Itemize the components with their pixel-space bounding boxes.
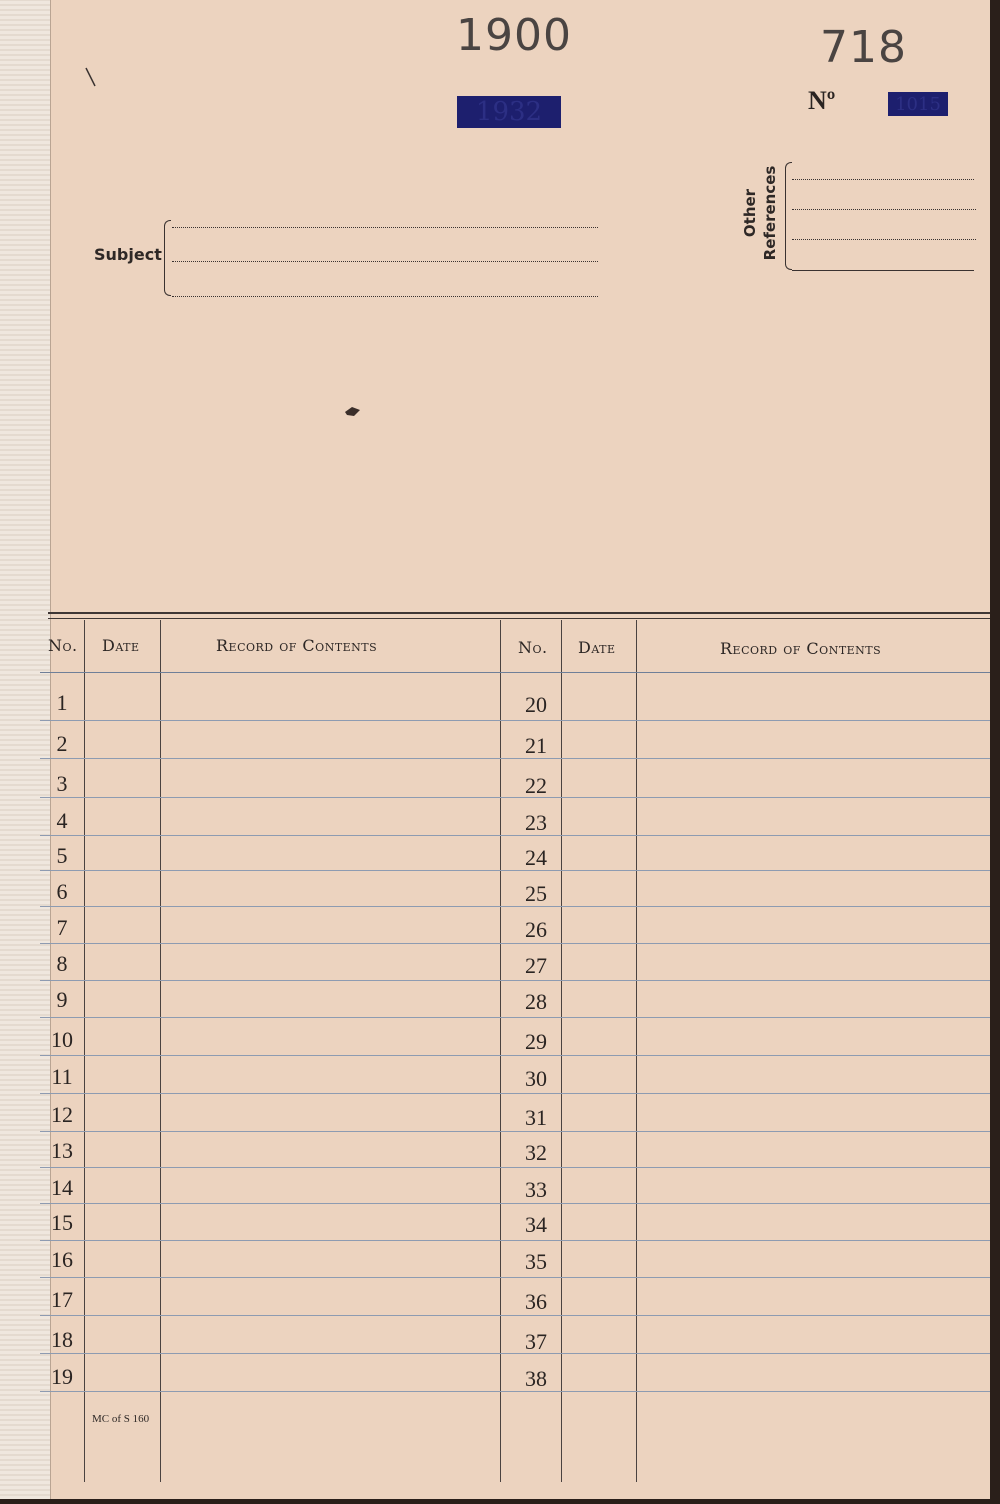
col-header-contents-left: Record of Contents: [216, 636, 378, 655]
row-number: 38: [525, 1366, 547, 1391]
other-references-line-4[interactable]: [792, 270, 974, 271]
row-number: 26: [525, 917, 547, 942]
other-references-line-2[interactable]: [792, 209, 976, 210]
row-number: 30: [525, 1066, 547, 1091]
row-number: 8: [56, 951, 68, 976]
row-number: 12: [51, 1102, 73, 1127]
row-number: 23: [525, 810, 547, 835]
row-number: 37: [525, 1329, 547, 1354]
row-rule: [40, 1203, 990, 1204]
redacted-number: [888, 92, 948, 116]
row-rule: [40, 720, 990, 721]
subject-brace: [164, 220, 171, 296]
row-number: 18: [51, 1327, 73, 1352]
row-number: 24: [525, 845, 547, 870]
row-number: 3: [56, 771, 68, 796]
row-number: 31: [525, 1105, 547, 1130]
col-header-date-left: Date: [102, 636, 140, 655]
redacted-year: [457, 96, 561, 128]
row-number: 36: [525, 1289, 547, 1314]
other-references-line-3[interactable]: [792, 239, 976, 240]
row-number: 10: [51, 1027, 73, 1052]
stamp-year: 1900: [456, 10, 572, 61]
stamp-number: 718: [820, 22, 907, 73]
subject-line-3[interactable]: [172, 296, 598, 297]
stray-mark-top: [84, 66, 98, 90]
row-number: 7: [56, 915, 68, 940]
row-number: 22: [525, 773, 547, 798]
row-rule: [40, 943, 990, 944]
col-header-date-right: Date: [578, 638, 616, 657]
row-rule: [40, 1315, 990, 1316]
row-number: 21: [525, 733, 547, 758]
row-number: 9: [56, 987, 68, 1012]
row-rule: [40, 672, 990, 673]
row-number: 1: [56, 690, 68, 715]
other-references-line-1[interactable]: [792, 179, 974, 180]
row-rule: [40, 835, 990, 836]
row-number: 32: [525, 1140, 547, 1165]
row-rule: [40, 758, 990, 759]
other-references-label: Other References: [741, 165, 779, 261]
row-rule: [40, 1353, 990, 1354]
row-number: 4: [56, 808, 68, 833]
other-references-label-box: [740, 165, 784, 265]
row-number: 15: [51, 1210, 73, 1235]
page-edge-right: [990, 0, 1000, 1504]
row-number: 29: [525, 1029, 547, 1054]
number-label: Nº: [808, 86, 836, 115]
row-number: 2: [56, 731, 68, 756]
other-references-brace: [785, 162, 792, 270]
row-rule: [40, 1167, 990, 1168]
row-number: 13: [51, 1138, 73, 1163]
row-rule: [40, 1093, 990, 1094]
row-rule: [40, 1017, 990, 1018]
row-rule: [40, 1131, 990, 1132]
row-number: 6: [56, 879, 68, 904]
row-number: 33: [525, 1177, 547, 1202]
subject-line-2[interactable]: [172, 261, 598, 262]
row-rule: [40, 906, 990, 907]
row-number: 11: [51, 1064, 73, 1089]
row-number: 16: [51, 1247, 73, 1272]
form-code: MC of S 160: [92, 1413, 150, 1425]
row-number: 27: [525, 953, 547, 978]
row-number: 28: [525, 989, 547, 1014]
row-rule: [40, 1391, 990, 1392]
redacted-number-text: 1015: [895, 93, 941, 115]
row-number: 5: [56, 843, 68, 868]
redacted-year-text: 1932: [475, 97, 543, 127]
row-number: 34: [525, 1212, 547, 1237]
row-number: 25: [525, 881, 547, 906]
page-edge-bottom: [0, 1499, 1000, 1504]
col-header-contents-right: Record of Contents: [720, 639, 882, 658]
row-number: 20: [525, 692, 547, 717]
table-top-rule: [48, 612, 990, 614]
row-rule: [40, 980, 990, 981]
row-number: 14: [51, 1175, 73, 1200]
row-number: 17: [51, 1287, 73, 1312]
row-rule: [40, 1055, 990, 1056]
row-number: 35: [525, 1249, 547, 1274]
ink-blot: [344, 404, 362, 418]
row-number: 19: [51, 1364, 73, 1389]
col-header-no-right: No.: [518, 638, 548, 657]
row-rule: [40, 797, 990, 798]
row-rule: [40, 1277, 990, 1278]
table-top-rule-inner: [48, 618, 990, 619]
subject-label: Subject: [94, 245, 162, 264]
row-rule: [40, 870, 990, 871]
subject-line-1[interactable]: [172, 227, 598, 228]
col-header-no-left: No.: [48, 636, 78, 655]
row-rule: [40, 1240, 990, 1241]
